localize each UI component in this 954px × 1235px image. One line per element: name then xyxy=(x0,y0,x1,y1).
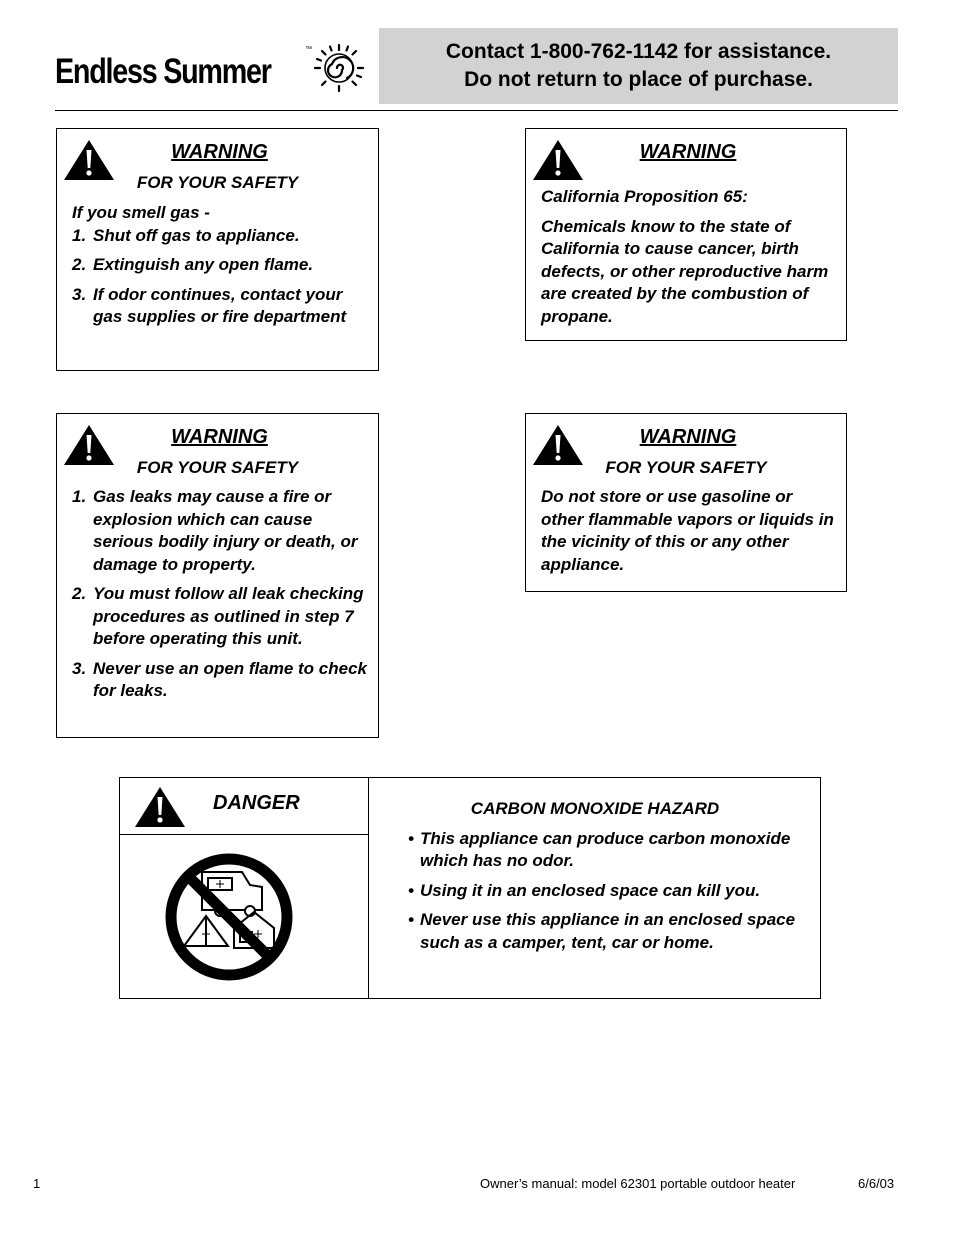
flammables-text: Do not store or use gasoline or other flammable vapors or liquids in the vicinity of this or any other appliance. xyxy=(541,487,834,574)
trademark-symbol: ™ xyxy=(305,46,312,53)
warning-body xyxy=(72,202,368,329)
warning-title: WARNING xyxy=(639,141,737,163)
manual-title: Owner’s manual: model 62301 portable outdoor heater xyxy=(480,1176,796,1191)
danger-header xyxy=(120,778,368,835)
list-item: 1. Shut off gas to appliance. xyxy=(72,225,300,245)
warning-body xyxy=(72,486,368,703)
contact-banner xyxy=(379,28,898,104)
warning-box-gas-smell xyxy=(56,128,379,371)
brand-logo xyxy=(55,40,375,100)
list-item: 2. You must follow all leak checking procedures as outlined in step 7 before operating this unit. xyxy=(72,584,364,648)
list-item: 1. Gas leaks may cause a fire or explosion which can cause serious bodily injury or death, or damage to property. xyxy=(72,487,358,574)
warning-title: WARNING xyxy=(639,426,737,448)
danger-title: DANGER xyxy=(213,792,300,814)
sun-icon xyxy=(311,42,367,94)
no-return-line: Do not return to place of purchase. xyxy=(464,68,813,91)
no-enclosed-space-icon xyxy=(162,850,296,984)
list-item: • Using it in an enclosed space can kill you. xyxy=(408,880,761,900)
danger-box-carbon-monoxide xyxy=(119,777,821,999)
warning-body xyxy=(541,486,836,576)
danger-body xyxy=(380,798,810,954)
danger-subtitle: CARBON MONOXIDE HAZARD xyxy=(470,799,720,818)
warning-box-prop65 xyxy=(525,128,847,341)
warning-subtitle: FOR YOUR SAFETY xyxy=(605,458,767,477)
header-divider xyxy=(55,110,898,111)
warning-title: WARNING xyxy=(171,141,268,163)
list-item: 3. If odor continues, contact your gas supplies or fire department xyxy=(72,284,347,326)
contact-phone-line: Contact 1-800-762-1142 for assistance. xyxy=(445,40,832,63)
warning-triangle-icon xyxy=(134,786,186,828)
warning-box-gas-leaks xyxy=(56,413,379,738)
brand-name: Endless Summer xyxy=(55,52,271,91)
manual-date: 6/6/03 xyxy=(858,1176,895,1191)
danger-left-panel xyxy=(120,778,369,998)
prop65-text: Chemicals know to the state of California to cause cancer, birth defects, or other reproductive harm are created by the combustion of propane. xyxy=(541,216,829,326)
list-item: 2. Extinguish any open flame. xyxy=(72,255,314,274)
warning-body xyxy=(541,186,836,328)
list-item: • This appliance can produce carbon monoxide which has no odor. xyxy=(408,828,791,870)
list-item: 3. Never use an open flame to check for leaks. xyxy=(72,658,367,700)
warning-intro: If you smell gas - xyxy=(72,203,210,222)
prop65-heading: California Proposition 65: xyxy=(541,187,748,206)
warning-box-flammables xyxy=(525,413,847,592)
page-number: 1 xyxy=(33,1176,41,1191)
list-item: • Never use this appliance in an enclosed space such as a camper, tent, car or home. xyxy=(408,910,796,952)
warning-subtitle: FOR YOUR SAFETY xyxy=(136,173,299,192)
warning-title: WARNING xyxy=(171,426,268,448)
warning-subtitle: FOR YOUR SAFETY xyxy=(136,458,299,477)
